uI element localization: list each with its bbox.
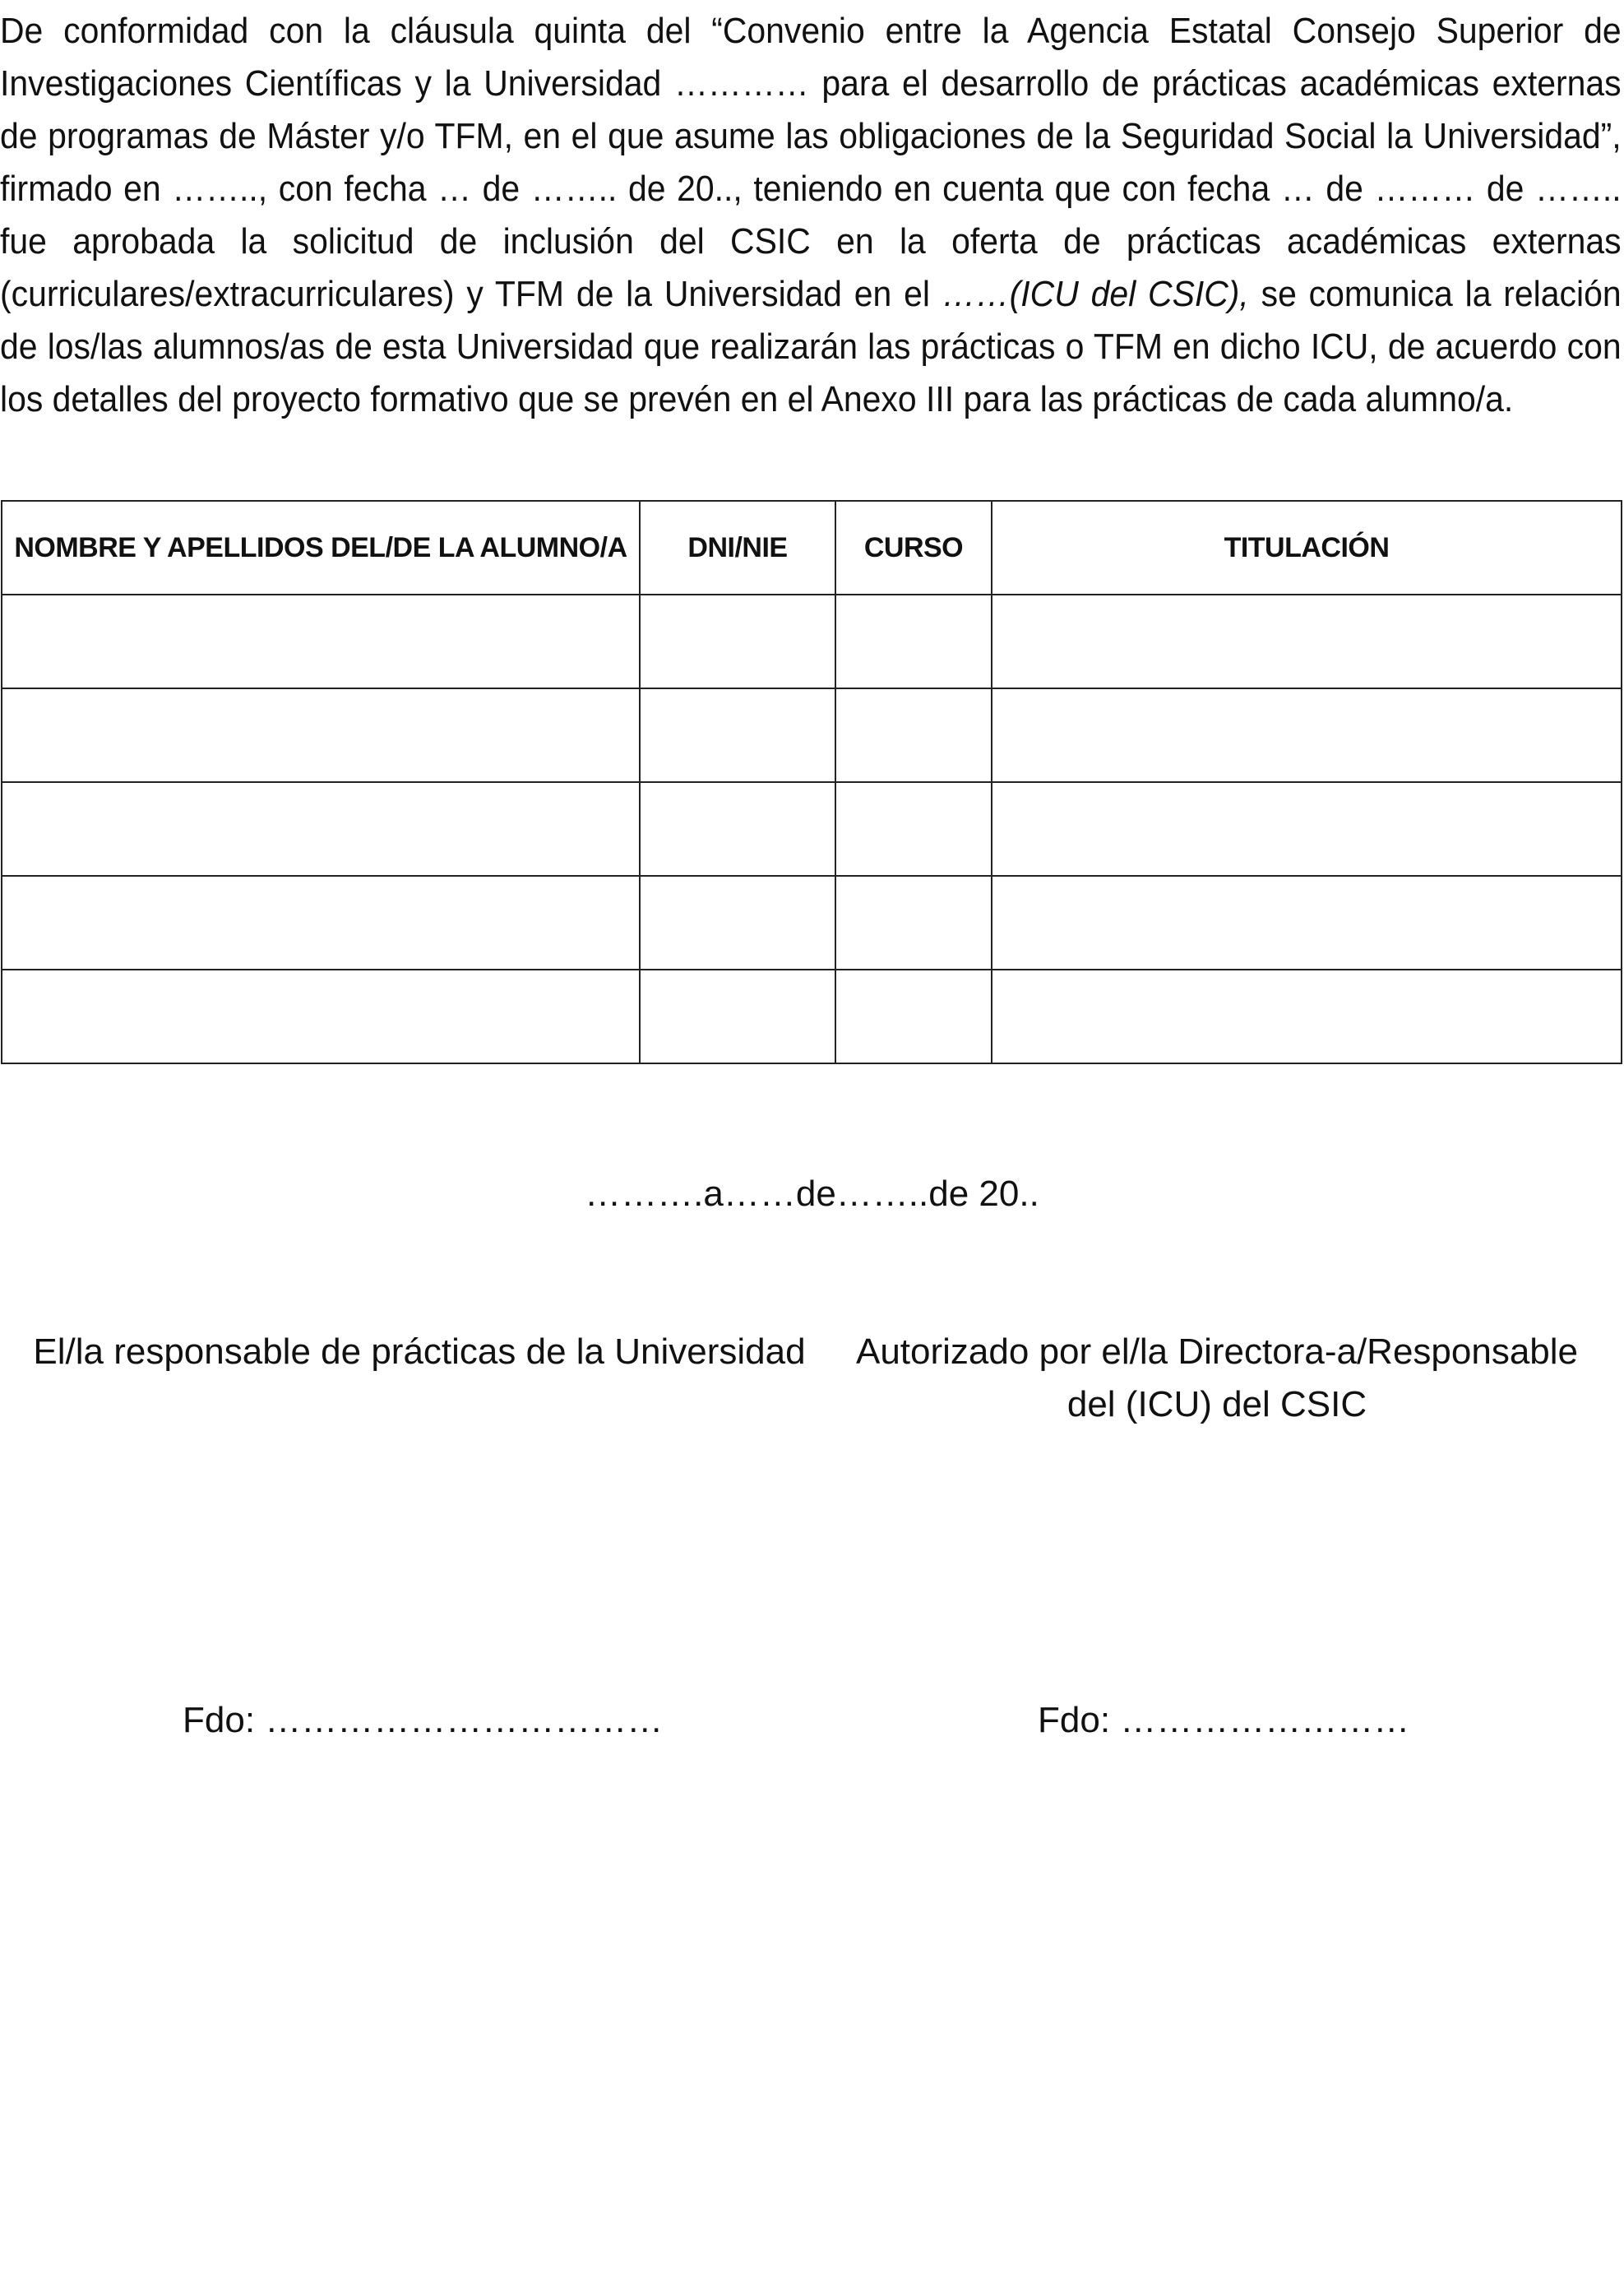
- cell-curso[interactable]: [835, 688, 992, 782]
- signature-line-csic: Fdo: ……………………: [1038, 1700, 1410, 1740]
- cell-nombre[interactable]: [2, 970, 640, 1063]
- table-header-row: [2, 501, 1622, 595]
- cell-titulacion[interactable]: [992, 782, 1622, 876]
- cell-nombre[interactable]: [2, 595, 640, 688]
- intro-text-part2: se comunica la relación de los/las alumnos/as de esta Universidad que realizarán las prácticas o TFM en dicho ICU, de acuerdo con los detalles del proyecto formativo que se prevén en el Anexo III para las prácticas de cada alumno/a.: [0, 274, 1622, 419]
- cell-titulacion[interactable]: [992, 876, 1622, 970]
- cell-titulacion[interactable]: [992, 970, 1622, 1063]
- cell-curso[interactable]: [835, 876, 992, 970]
- cell-dni[interactable]: [640, 595, 835, 688]
- students-table: [1, 500, 1622, 1064]
- intro-text-italic: ……(ICU del CSIC),: [942, 274, 1249, 314]
- cell-dni[interactable]: [640, 970, 835, 1063]
- cell-dni[interactable]: [640, 782, 835, 876]
- signature-line-university: Fdo: ……………………………: [183, 1700, 664, 1740]
- intro-paragraph: [0, 5, 1622, 426]
- header-curso: CURSO: [835, 501, 992, 595]
- table-row: [2, 876, 1622, 970]
- cell-nombre[interactable]: [2, 688, 640, 782]
- cell-nombre[interactable]: [2, 876, 640, 970]
- intro-text-part1: De conformidad con la cláusula quinta del “Convenio entre la Agencia Estatal Consejo Superior de Investigaciones Científicas y la Universidad ………… para el desarrollo de prácticas académicas externas de programas de Máster y/o TFM, en el que asume las obligaciones de la Seguridad Social la Universidad”, firmado en …….., con fecha … de …….. de 20.., teniendo en cuenta que con fecha … de ……… de …….. fue aprobada la solicitud de inclusión del CSIC en la oferta de prácticas académicas externas (curriculares/extracurriculares) y TFM de la Universidad en el: [0, 11, 1622, 314]
- cell-curso[interactable]: [835, 595, 992, 688]
- table-row: [2, 782, 1622, 876]
- cell-titulacion[interactable]: [992, 688, 1622, 782]
- signature-title-csic: Autorizado por el/la Directora-a/Responsable del (ICU) del CSIC: [855, 1331, 1579, 1424]
- cell-curso[interactable]: [835, 782, 992, 876]
- header-nombre: NOMBRE Y APELLIDOS DEL/DE LA ALUMNO/A: [2, 501, 640, 595]
- table-row: [2, 970, 1622, 1063]
- table-row: [2, 595, 1622, 688]
- header-dni: DNI/NIE: [640, 501, 835, 595]
- cell-dni[interactable]: [640, 876, 835, 970]
- cell-dni[interactable]: [640, 688, 835, 782]
- cell-nombre[interactable]: [2, 782, 640, 876]
- table-row: [2, 688, 1622, 782]
- signature-title-university: El/la responsable de prácticas de la Universidad: [33, 1331, 806, 1372]
- header-titulacion: TITULACIÓN: [992, 501, 1622, 595]
- date-line: ……….a……de……..de 20..: [585, 1174, 1039, 1214]
- cell-titulacion[interactable]: [992, 595, 1622, 688]
- cell-curso[interactable]: [835, 970, 992, 1063]
